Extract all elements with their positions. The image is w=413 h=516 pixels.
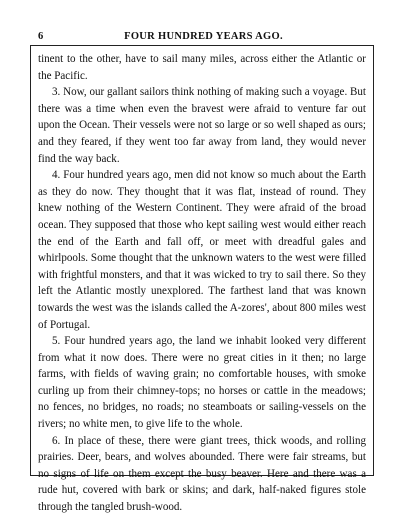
paragraph-continuation: tinent to the other, have to sail many miles, across either the Atlantic or the Pacific. [38, 53, 366, 82]
page-number: 6 [38, 31, 44, 42]
body-text [38, 51, 366, 516]
paragraph-5: 5. Four hundred years ago, the land we inhabit looked very different from what it now does. There were no great cities in it then; no large farms, with fields of waving grain; no comfortable houses, with smoke curling up from their chimney-tops; no horses or cattle in the meadows; no fences, no bridges, no roads; no steamboats or sailing-vessels on the rivers; no white men, to give life to the whole. [38, 335, 366, 431]
running-title: FOUR HUNDRED YEARS AGO. [124, 31, 283, 42]
paragraph-6: 6. In place of these, there were giant trees, thick woods, and rolling prairies. Deer, bears, and wolves abounded. There were fair streams, but no signs of life on them except the busy beaver. Here and there was a rude hut, covered with bark or skins; and dark, half-naked figures stole through the tangled brush-wood. [38, 434, 366, 514]
paragraph-3: 3. Now, our gallant sailors think nothing of making such a voyage. But there was a time when even the bravest were afraid to venture far out upon the Ocean. Their vessels were not so large or so well shaped as ours; and they feared, if they went too far away from land, they would never find the way back. [38, 86, 366, 165]
paragraph-4: 4. Four hundred years ago, men did not know so much about the Earth as they do now. They thought that it was flat, instead of round. They knew nothing of the Western Continent. They were afraid of the broad ocean. They supposed that those who kept sailing west would either reach the end of the Earth and fall off, or meet with dreadful gales and whirlpools. Some thought that the unknown waters to the west were filled with frightful monsters, and that it was wicked to try to sail there. So they left the Atlantic mostly unexplored. The farthest land that was known towards the west was the islands called the A-zores', about 800 miles west of Portugal. [38, 169, 366, 331]
